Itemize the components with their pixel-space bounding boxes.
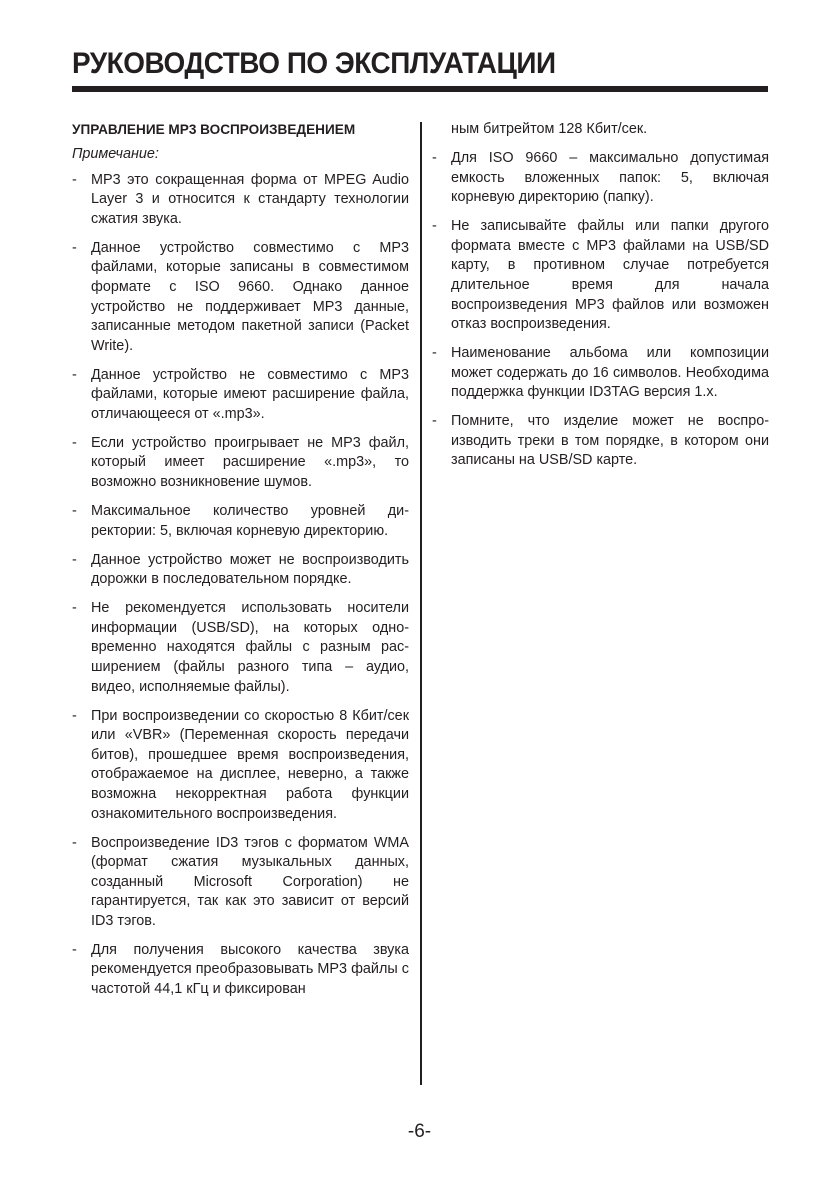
bullet-dash: - [432,149,437,166]
bullet-dash: - [72,239,77,256]
list-item-text: При воспроизведении со скоростью 8 Кбит/сек или «VBR» (Переменная скорость передачи битов), прошедшее время воспроизведения, отображаемое на дисплее, неверно, а также возможна некорректная работа функции ознакомительного воспроизведения. [91,707,409,822]
page-number: -6- [407,1121,432,1142]
column-divider [420,122,422,1085]
bullet-dash: - [72,551,77,568]
bullet-dash: - [72,600,77,617]
list-item-text: Не рекомендуется использовать носители информации (USB/SD), на которых одновременно находятся файлы с разным расширением (файлы разного типа – аудио, видео, исполняемые файлы). [91,600,409,695]
list-item [72,707,409,825]
bullet-dash: - [72,941,77,958]
page-title: РУКОВОДСТВО ПО ЭКСПЛУАТАЦИИ [72,47,556,80]
bullet-dash: - [72,503,77,520]
list-item-text: Не записывайте файлы или папки другого формата вместе с MP3 файлами на USB/SD карту, в противном случае потребуется длительное время для начала воспроизведения MP3 файлов или возможен отказ воспроизведения. [451,218,769,333]
list-item [72,551,409,590]
list-item [72,502,409,541]
list-item [72,834,409,932]
list-item-text: Данное устройство не совместимо с MP3 файлами, которые имеют расширение файла, отличающееся от «.mp3». [91,366,409,422]
list-item-text: Если устройство проигрывает не MP3 файл, который имеет расширение «.mp3», то возможно возникновение шумов. [91,434,409,491]
list-item-text: Наименование альбома или композиции может содержать до 16 символов. Необходима поддержка функции ID3TAG версия 1.x. [451,345,769,401]
list-item-text: Данное устройство может не воспроизводить дорожки в последовательном порядке. [91,551,409,588]
bullet-dash: - [72,171,77,188]
page-header [72,46,768,82]
list-item [432,149,769,208]
header-rule [72,86,768,92]
right-column [432,120,769,480]
bullet-dash: - [72,834,77,851]
list-item [432,412,769,471]
list-item-text: MP3 это сокращенная форма от MPEG Audio Layer 3 и относится к стандарту технологии сжатия звука. [91,171,409,227]
list-item-text: Данное устройство совместимо с MP3 файлами, которые записаны в совместимом формате с ISO 9660. Однако данное устройство не поддерживает MP3 данные, записанные методом пакетной записи (Packet Write). [91,239,409,354]
list-item [432,344,769,403]
bullet-dash: - [72,366,77,383]
list-item [72,239,409,357]
list-item [72,941,409,1000]
note-label: Примечание: [72,146,159,162]
left-column [72,120,409,1009]
section-heading: УПРАВЛЕНИЕ MP3 ВОСПРОИЗВЕДЕНИЕМ [72,122,356,137]
list-item [72,599,409,697]
list-item-text: Для ISO 9660 – максимально допустимая емкость вложенных папок: 5, включая корневую директорию (папку). [451,149,769,206]
bullet-dash: - [72,434,77,451]
bullet-dash: - [72,707,77,724]
list-item-text: Максимальное количество уровней директории: 5, включая корневую директорию. [91,503,409,539]
list-item-text: Для получения высокого качества звука рекомендуется преобразовывать MP3 файлы с частотой 44,1 кГц и фиксирован [91,941,409,998]
list-item-text: Помните, что изделие может не воспроизводить треки в том порядке, в котором они записаны на USB/SD карте. [451,413,769,469]
bullet-dash: - [432,413,437,430]
bullet-dash: - [432,345,437,362]
list-item [72,434,409,493]
list-item-continuation: ным битрейтом 128 Кбит/сек. [451,121,648,137]
list-item [72,366,409,425]
list-item-text: Воспроизведение ID3 тэгов с форматом WMA (формат сжатия музыкальных данных, созданный Microsoft Corporation) не гарантируется, так как это зависит от версий ID3 тэгов. [91,834,409,929]
list-item [432,217,769,335]
list-item [72,171,409,230]
bullet-dash: - [432,218,437,235]
